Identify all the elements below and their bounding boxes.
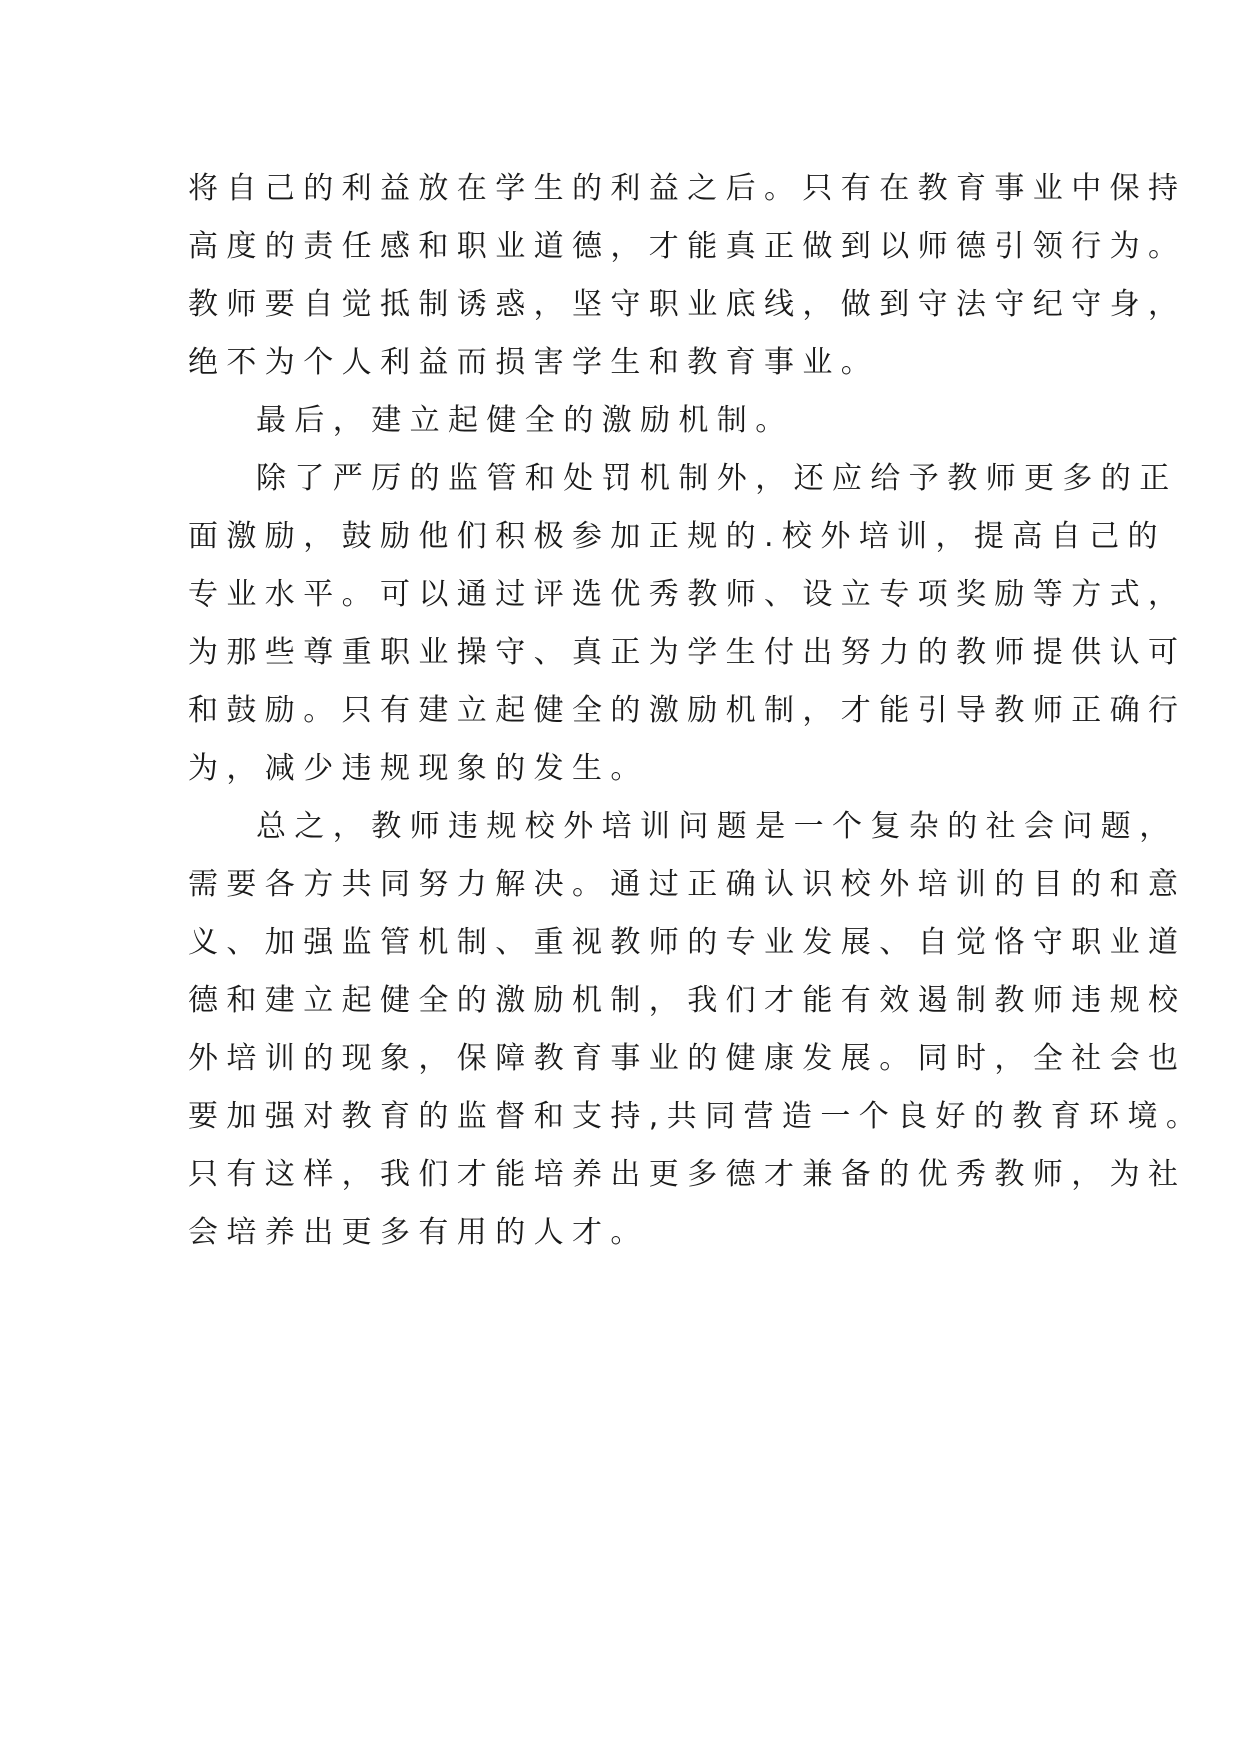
paragraph-heading: 最后，建立起健全的激励机制。 xyxy=(256,403,794,438)
text-line: 除了严厉的监管和处罚机制外，还应给予教师更多的正 xyxy=(256,461,1178,496)
text-line: 总之，教师违规校外培训问题是一个复杂的社会问题， xyxy=(256,809,1178,844)
text-line: 将自己的利益放在学生的利益之后。只有在教育事业中保持 xyxy=(188,171,1187,206)
text-line: 专业水平。可以通过评选优秀教师、设立专项奖励等方式， xyxy=(188,577,1187,612)
text-line: 教师要自觉抵制诱惑，坚守职业底线，做到守法守纪守身， xyxy=(188,287,1187,322)
text-line: 外培训的现象，保障教育事业的健康发展。同时，全社会也 xyxy=(188,1041,1187,1076)
text-line: 面激励，鼓励他们积极参加正规的.校外培训，提高自己的 xyxy=(188,519,1166,554)
document-body xyxy=(188,160,1205,1262)
text-line: 高度的责任感和职业道德，才能真正做到以师德引领行为。 xyxy=(188,229,1187,264)
text-line: 会培养出更多有用的人才。 xyxy=(188,1215,649,1250)
text-line: 为，减少违规现象的发生。 xyxy=(188,751,649,786)
text-line: 绝不为个人利益而损害学生和教育事业。 xyxy=(188,345,880,380)
text-line: 只有这样，我们才能培养出更多德才兼备的优秀教师，为社 xyxy=(188,1157,1187,1192)
text-line: 德和建立起健全的激励机制，我们才能有效遏制教师违规校 xyxy=(188,983,1187,1018)
text-line: 义、加强监管机制、重视教师的专业发展、自觉恪守职业道 xyxy=(188,925,1187,960)
text-line: 需要各方共同努力解决。通过正确认识校外培训的目的和意 xyxy=(188,867,1187,902)
text-line: 为那些尊重职业操守、真正为学生付出努力的教师提供认可 xyxy=(188,635,1187,670)
text-line: 和鼓励。只有建立起健全的激励机制，才能引导教师正确行 xyxy=(188,693,1187,728)
text-line: 要加强对教育的监督和支持,共同营造一个良好的教育环境。 xyxy=(188,1099,1205,1134)
